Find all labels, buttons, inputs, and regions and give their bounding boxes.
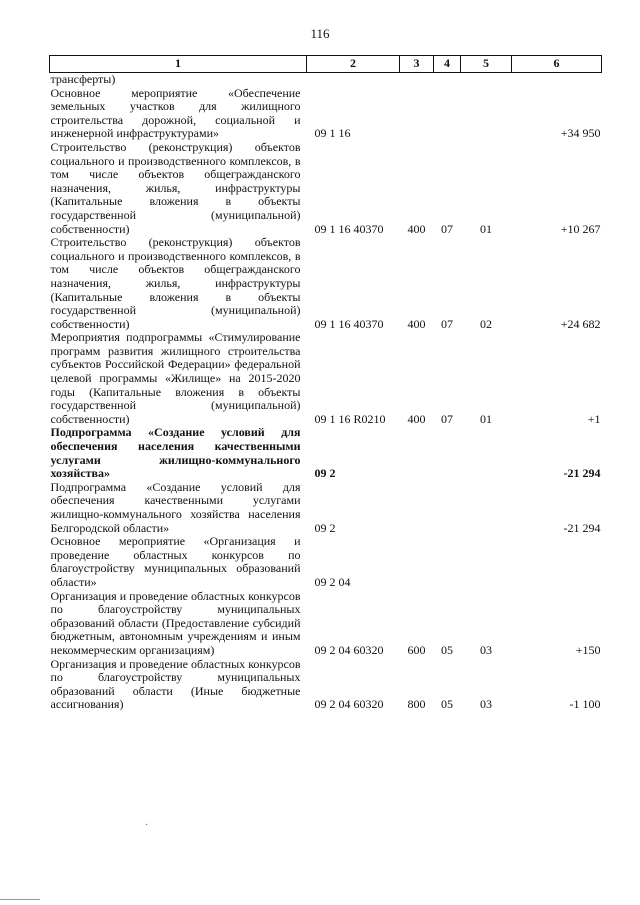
row-col-5: 02 bbox=[480, 316, 492, 331]
table-row bbox=[50, 331, 602, 426]
row-amount: -21 294 bbox=[563, 466, 601, 481]
row-col-3 bbox=[400, 481, 434, 535]
row-description: Подпрограмма «Создание условий для обеспечения качественными услугами жилищно-коммунального хозяйства населения Белгородской области» bbox=[50, 479, 301, 535]
row-code: 09 2 04 60320 bbox=[314, 697, 384, 712]
table-row bbox=[50, 535, 602, 589]
row-col-4 bbox=[434, 73, 461, 87]
row-col-4: 07 bbox=[441, 221, 453, 236]
row-amount: -21 294 bbox=[563, 520, 601, 535]
row-code: 09 1 16 40370 bbox=[314, 221, 384, 236]
table-row bbox=[50, 481, 602, 535]
table-row bbox=[50, 590, 602, 658]
page-number: 116 bbox=[310, 26, 330, 41]
row-amount: +10 267 bbox=[560, 221, 601, 236]
row-col-5: 03 bbox=[480, 642, 492, 657]
row-col-3 bbox=[400, 73, 434, 87]
row-description: трансферты) bbox=[50, 72, 116, 86]
row-col-3: 800 bbox=[407, 697, 426, 712]
header-col-5: 5 bbox=[461, 56, 512, 73]
row-amount: +150 bbox=[575, 642, 601, 657]
row-col-4: 07 bbox=[441, 316, 453, 331]
row-code: 09 2 bbox=[314, 520, 336, 535]
table-row bbox=[50, 141, 602, 236]
row-description: Мероприятия подпрограммы «Стимулирование программ развития жилищного строительства субъектов Российской Федерации» федеральной целевой программы «Жилище» на 2015-2020 годы (Капитальные вложения в объекты государственной (муниципальной) собственности) bbox=[50, 330, 301, 426]
row-col-3: 400 bbox=[407, 411, 426, 426]
row-col-5: 03 bbox=[480, 697, 492, 712]
table-row bbox=[50, 658, 602, 712]
row-col-5: 01 bbox=[480, 221, 492, 236]
header-col-6: 6 bbox=[512, 56, 602, 73]
row-amount: +34 950 bbox=[560, 126, 601, 141]
row-code: 09 2 04 bbox=[314, 574, 351, 589]
header-col-1: 1 bbox=[50, 56, 307, 73]
row-description: Основное мероприятие «Организация и проведение областных конкурсов по благоустройству муниципальных образований области» bbox=[50, 534, 301, 589]
row-col-3 bbox=[400, 535, 434, 589]
row-col-5 bbox=[461, 426, 512, 480]
row-col-4: 05 bbox=[441, 642, 453, 657]
row-description: Организация и проведение областных конкурсов по благоустройству муниципальных образований области (Иные бюджетные ассигнования) bbox=[50, 656, 301, 712]
row-col-5 bbox=[461, 73, 512, 87]
row-col-4 bbox=[434, 87, 461, 141]
row-col-5 bbox=[461, 535, 512, 589]
row-description: Организация и проведение областных конкурсов по благоустройству муниципальных образований области (Предоставление субсидий бюджетным, автономным учреждениям и иным некоммерческим организациям) bbox=[50, 588, 301, 657]
header-col-4: 4 bbox=[434, 56, 461, 73]
table-body bbox=[50, 73, 602, 712]
row-code: 09 2 04 60320 bbox=[314, 642, 384, 657]
row-amount: +1 bbox=[587, 411, 601, 426]
table-row bbox=[50, 87, 602, 141]
row-description: Основное мероприятие «Обеспечение земельных участков для жилищного строительства дорожной, социальной и инженерной инфраструктурами» bbox=[50, 85, 301, 141]
row-col-4 bbox=[434, 481, 461, 535]
row-col-4 bbox=[434, 426, 461, 480]
table-header bbox=[50, 56, 602, 73]
table-row bbox=[50, 236, 602, 331]
row-amount bbox=[512, 73, 602, 87]
row-description: Строительство (реконструкция) объектов социального и производственного комплексов, в том числе объектов общегражданского назначения, жилья, инфраструктуры (Капитальные вложения в объекты государственной (муниципальной) собственности) bbox=[50, 235, 301, 331]
row-code: 09 1 16 R0210 bbox=[314, 411, 386, 426]
row-col-4: 07 bbox=[441, 411, 453, 426]
row-amount: +24 682 bbox=[560, 316, 601, 331]
row-code: 09 1 16 bbox=[314, 126, 351, 141]
budget-table bbox=[49, 55, 602, 712]
scan-mark: · bbox=[145, 820, 149, 831]
row-col-3: 400 bbox=[407, 316, 426, 331]
row-description: Подпрограмма «Создание условий для обеспечения населения качественными услугами жилищно-коммунального хозяйства» bbox=[50, 425, 301, 481]
row-col-3 bbox=[400, 426, 434, 480]
row-amount bbox=[512, 535, 602, 589]
row-description: Строительство (реконструкция) объектов социального и производственного комплексов, в том числе объектов общегражданского назначения, жилья, инфраструктуры (Капитальные вложения в объекты государственной (муниципальной) собственности) bbox=[50, 139, 301, 236]
header-col-2: 2 bbox=[307, 56, 400, 73]
footer-rule bbox=[0, 899, 40, 900]
row-col-3: 600 bbox=[407, 642, 426, 657]
row-col-5 bbox=[461, 87, 512, 141]
row-code bbox=[307, 73, 400, 87]
row-col-4: 05 bbox=[441, 697, 453, 712]
row-col-5 bbox=[461, 481, 512, 535]
row-amount: -1 100 bbox=[569, 697, 601, 712]
header-col-3: 3 bbox=[400, 56, 434, 73]
table-row bbox=[50, 426, 602, 480]
table-row bbox=[50, 73, 602, 87]
row-col-5: 01 bbox=[480, 411, 492, 426]
row-code: 09 1 16 40370 bbox=[314, 316, 384, 331]
row-col-3: 400 bbox=[407, 221, 426, 236]
row-code: 09 2 bbox=[314, 466, 336, 481]
row-col-4 bbox=[434, 535, 461, 589]
row-col-3 bbox=[400, 87, 434, 141]
